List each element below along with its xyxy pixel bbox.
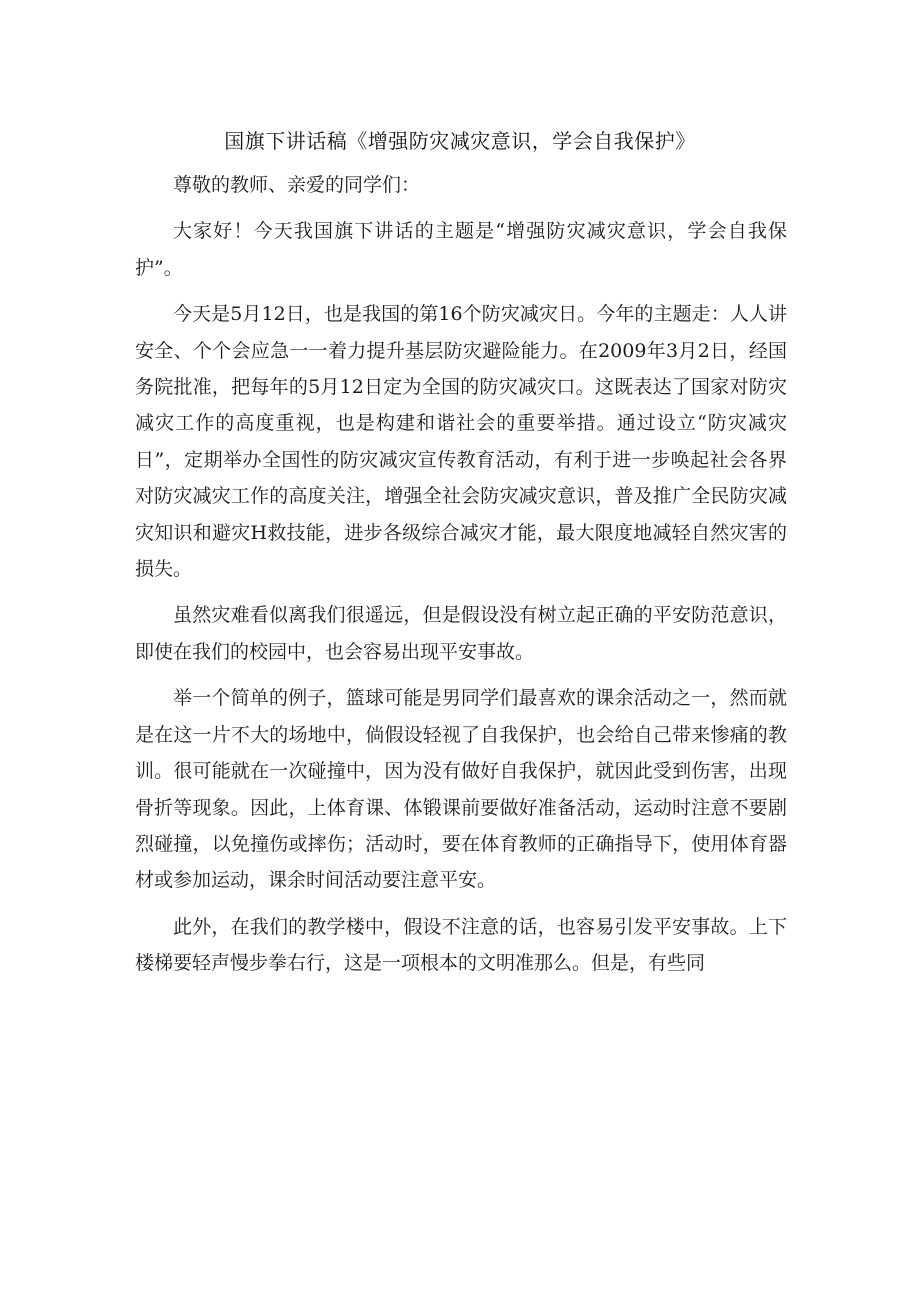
paragraph-greeting: 尊敬的教师、亲爱的同学们： (173, 174, 421, 196)
paragraph-opening: 大家好！今天我国旗下讲话的主题是“增强防灾减灾意识，学会自我保护”。 (135, 220, 787, 279)
paragraph-basketball-example: 举一个简单的例子，篮球可能是男同学们最喜欢的课余活动之一，然而就是在这一片不大的场地中，倘假设轻视了自我保护，也会给自己带来惨痛的教训。很可能就在一次碰撞中，因为没有做好自我保护，就因此受到伤害，出现骨折等现象。因此，上体育课、体锻课前要做好准备活动，运动时注意不要剧烈碰撞，以免撞伤或摔伤；活动时，要在体育教师的正确指导下，使用体育器材或参加运动，课余时间活动要注意平安。 (135, 687, 787, 892)
paragraph-teaching-building: 此外，在我们的教学楼中，假设不注意的话，也容易引发平安事故。上下楼梯要轻声慢步拳右行，这是一项根本的文明准那么。但是，有些同 (135, 915, 787, 975)
paragraph-safety-awareness: 虽然灾难看似离我们很遥远，但是假设没有树立起正确的平安防范意识，即使在我们的校园中，也会容易出现平安事故。 (135, 604, 787, 663)
document-body (135, 167, 787, 982)
paragraph-disaster-day: 今天是5月12日，也是我国的第16个防灾减灾日。今年的主题走：人人讲安全、个个会应急一一着力提升基层防灾避险能力。在2009年3月2日，经国务院批准，把每年的5月12日定为全国的防灾减灾口。这既表达了国家对防灾减灾工作的高度重视，也是构建和谐社会的重要举措。通过设立“防灾减灾日”，定期举办全国性的防灾减灾宣传教育活动，有利于进一步唤起社会各界对防灾减灾工作的高度关注，增强全社会防灾减灾意识，普及推广全民防灾减灾知识和避灾H救技能，进步各级综合减灾才能，最大限度地减轻自然灾害的损失。 (135, 303, 787, 581)
document-title: 国旗下讲话稿《增强防灾减灾意识，学会自我保护》 (224, 129, 696, 153)
